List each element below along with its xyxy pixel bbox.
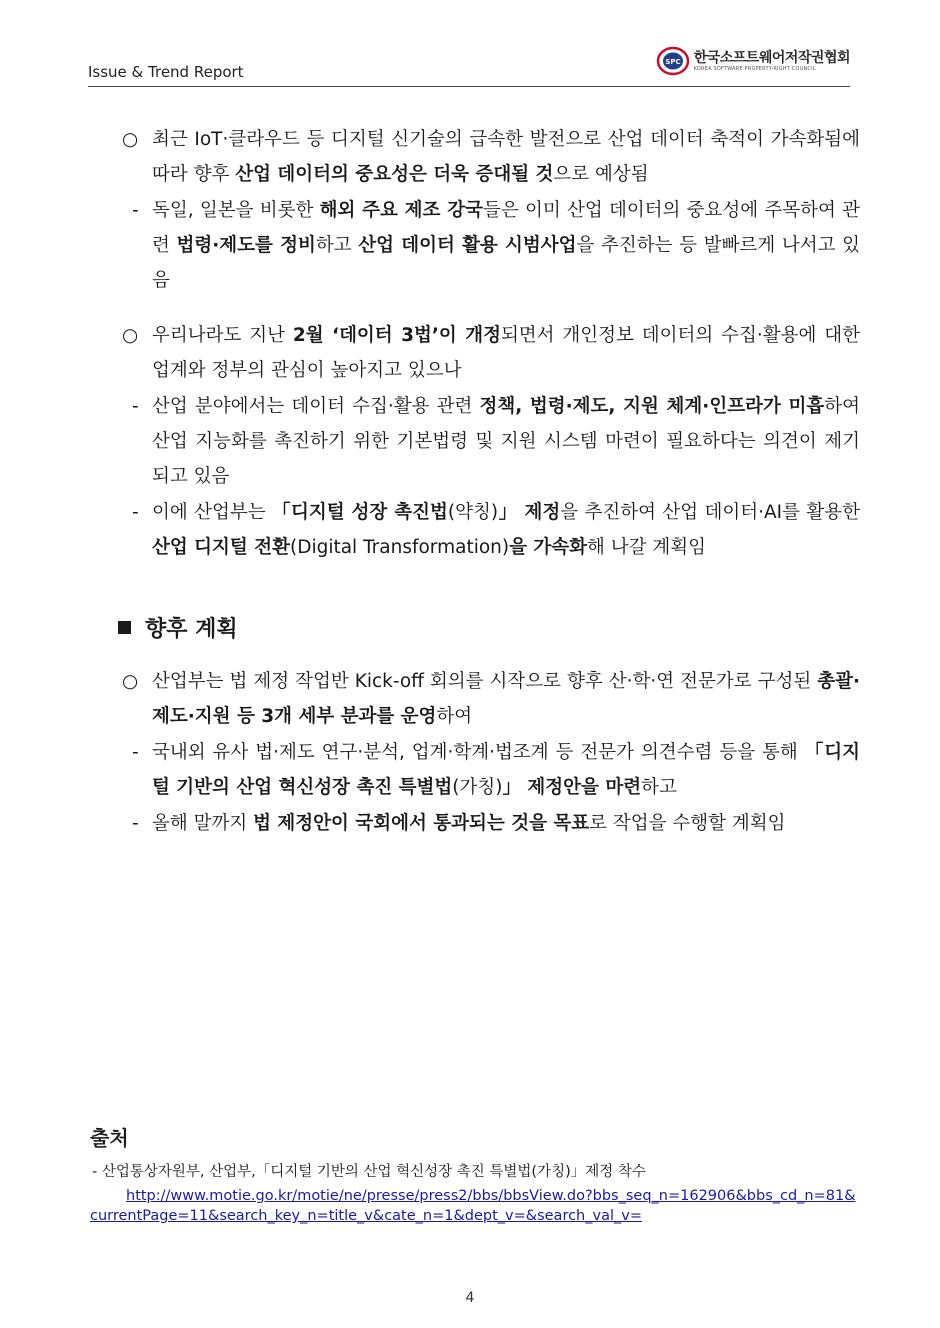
logo-subtitle: KOREA SOFTWARE PROPERTY-RIGHT COUNCIL: [693, 66, 816, 72]
sources-title: 출처: [90, 1126, 129, 1150]
dash-bullet: -: [132, 200, 139, 221]
source-entry: - 산업통상자원부, 산업부,「디지털 기반의 산업 혁신성장 촉진 특별법(가칭)」제정 착수: [92, 1164, 646, 1180]
dash-bullet: -: [132, 502, 139, 523]
dash-bullet: -: [132, 396, 139, 417]
logo-name: 한국소프트웨어저작권협회: [693, 50, 850, 66]
source-url-link[interactable]: http://www.motie.go.kr/motie/ne/presse/press2/bbs/bbsView.do?bbs_seq_n=162906&bbs_cd_n=81&currentPage=11&search_key_n=title_v&cate_n=1&dept_v=&search_val_v=: [90, 1188, 856, 1224]
association-logo: [656, 46, 850, 76]
page-header: [88, 40, 850, 87]
paragraph-data-3-laws: ○ 우리나라도 지난 2월 ‘데이터 3법’이 개정되면서 개인정보 데이터의 수집·활용에 대한 업계와 정부의 관심이 높아지고 있으나: [120, 318, 860, 388]
main-content: [120, 122, 860, 565]
paragraph-industry-gap: - 산업 분야에서는 데이터 수집·활용 관련 정책, 법령·제도, 지원 체계·인프라가 미흡하여 산업 지능화를 촉진하기 위한 기본법령 및 지원 시스템 마련이 필요하다는 의견이 제기되고 있음: [120, 389, 860, 494]
circle-bullet: ○: [122, 325, 139, 346]
logo-mark-text: SPC: [665, 58, 681, 66]
page-number: 4: [465, 1290, 475, 1306]
logo-emblem-icon: [656, 46, 690, 76]
paragraph-germany-japan: - 독일, 일본을 비롯한 해외 주요 제조 강국들은 이미 산업 데이터의 중요성에 주목하여 관련 법령·제도를 정비하고 산업 데이터 활용 시범사업을 추진하는 등 발빠르게 나서고 있음: [120, 193, 860, 298]
dash-bullet: -: [132, 813, 139, 834]
plan-content: [120, 664, 860, 841]
circle-bullet: ○: [122, 671, 139, 692]
paragraph-iot-cloud: ○ 최근 IoT·클라우드 등 디지털 신기술의 급속한 발전으로 산업 데이터 축적이 가속화됨에 따라 향후 산업 데이터의 중요성은 더욱 증대될 것으로 예상됨: [120, 122, 860, 192]
circle-bullet: ○: [122, 129, 139, 150]
section-heading: 향후 계획: [118, 612, 238, 643]
paragraph-digital-growth-act: - 이에 산업부는 「디지털 성장 촉진법(약칭)」 제정을 추진하여 산업 데이터·AI를 활용한 산업 디지털 전환(Digital Transformation)을 가속화해 나갈 계획임: [120, 495, 860, 565]
paragraph-kickoff: ○ 산업부는 법 제정 작업반 Kick-off 회의를 시작으로 향후 산·학·연 전문가로 구성된 총괄·제도·지원 등 3개 세부 분과를 운영하여: [120, 664, 860, 734]
paragraph-special-act: - 국내외 유사 법·제도 연구·분석, 업계·학계·법조계 등 전문가 의견수렴 등을 통해 「디지털 기반의 산업 혁신성장 촉진 특별법(가칭)」 제정안을 마련하고: [120, 735, 860, 805]
report-title: Issue & Trend Report: [88, 63, 244, 81]
dash-bullet: -: [132, 742, 139, 763]
square-bullet-icon: [118, 621, 131, 634]
paragraph-year-end-goal: - 올해 말까지 법 제정안이 국회에서 통과되는 것을 목표로 작업을 수행할 계획임: [120, 806, 860, 841]
